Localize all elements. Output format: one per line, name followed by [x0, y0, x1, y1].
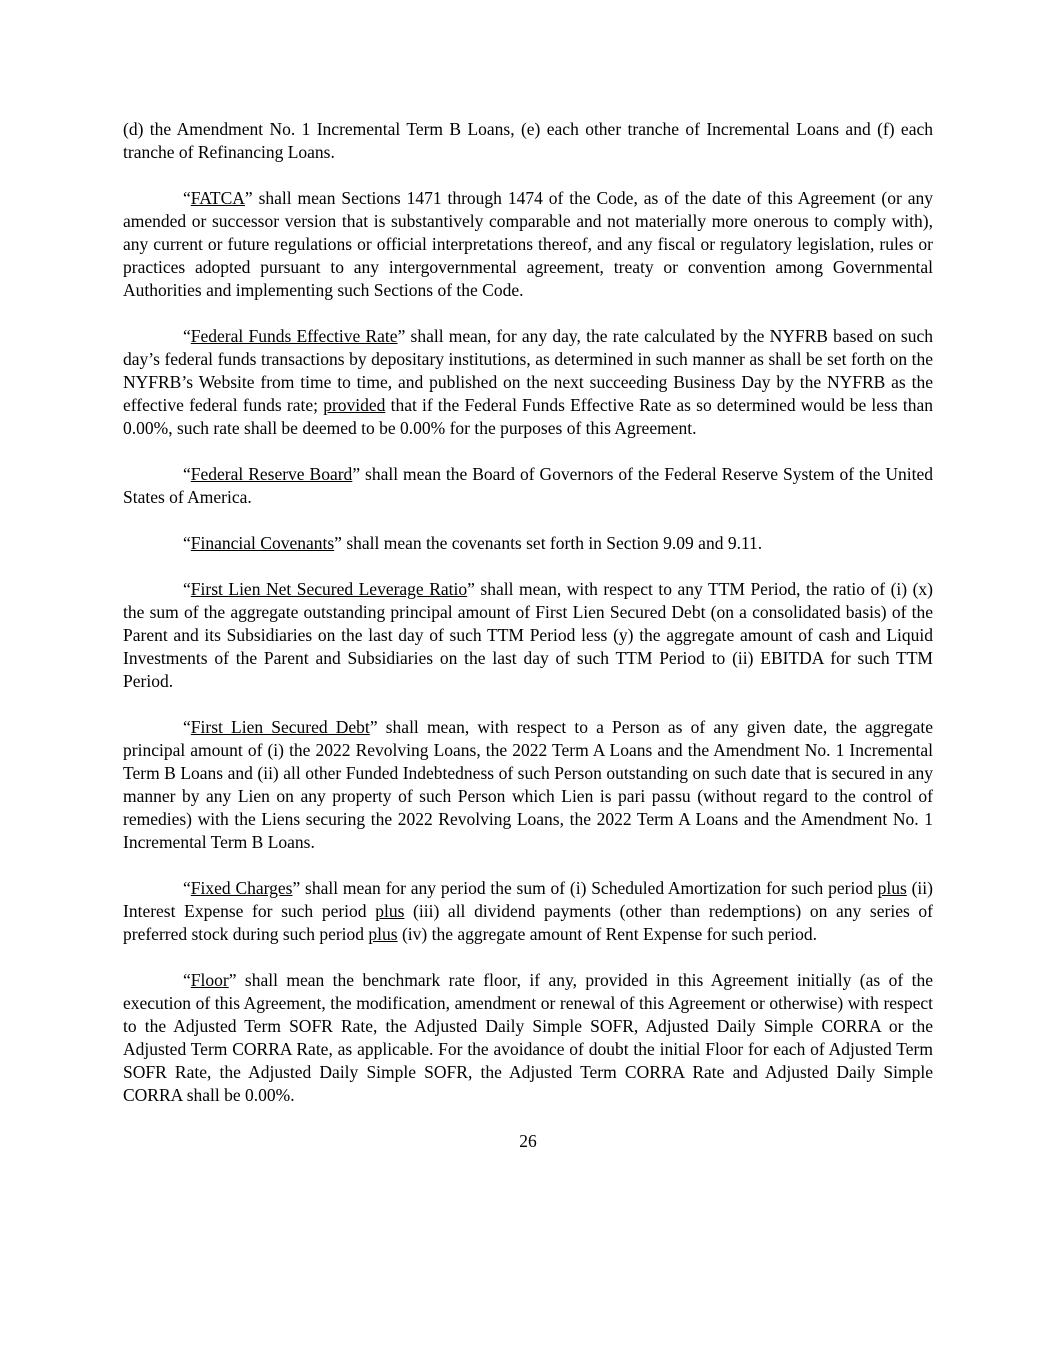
defined-term: Floor: [190, 970, 229, 990]
paragraph: [123, 877, 933, 946]
defined-term: Federal Funds Effective Rate: [190, 326, 398, 346]
text-segment: ” shall mean, for any day, the rate calculated by the NYFRB based on such day’s federal funds transactions by depositary institutions, as determined in such manner as shall be set forth on the NYFRB’s Website from time to time, and published on the next succeeding Business Day by the NYFRB as the effective federal funds rate;: [123, 326, 933, 415]
text-segment: ” shall mean Sections 1471 through 1474 of the Code, as of the date of this Agreement (or any amended or successor version that is substantively comparable and not materially more onerous to comply with), any current or future regulations or official interpretations thereof, and any fiscal or regulatory legislation, rules or practices adopted pursuant to any intergovernmental agreement, treaty or convention among Governmental Authorities and implementing such Sections of the Code.: [123, 188, 933, 300]
page-number: 26: [519, 1131, 537, 1151]
defined-term: Fixed Charges: [190, 878, 293, 898]
text-segment: “: [183, 717, 191, 737]
text-segment: (iii) all dividend payments (other than redemptions) on any series of preferred stock during such period: [123, 901, 934, 944]
text-segment: “: [183, 878, 191, 898]
defined-term: Federal Reserve Board: [190, 464, 353, 484]
text-segment: ” shall mean the covenants set forth in Section 9.09 and 9.11.: [334, 533, 763, 553]
paragraph: [123, 532, 933, 555]
paragraph: [123, 325, 933, 440]
text-segment: ” shall mean for any period the sum of (i) Scheduled Amortization for such period: [292, 878, 878, 898]
defined-term: provided: [323, 395, 386, 415]
paragraphs: [123, 118, 933, 1107]
text-segment: (iv) the aggregate amount of Rent Expense for such period.: [397, 924, 817, 944]
text-segment: ” shall mean, with respect to a Person as of any given date, the aggregate principal amount of (i) the 2022 Revolving Loans, the 2022 Term A Loans and the Amendment No. 1 Incremental Term B Loans and (ii) all other Funded Indebtedness of such Person outstanding on such date that is secured in any manner by any Lien on any property of such Person which Lien is pari passu (without regard to the control of remedies) with the Liens securing the 2022 Revolving Loans, the 2022 Term A Loans and the Amendment No. 1 Incremental Term B Loans.: [123, 717, 934, 852]
paragraph: [123, 969, 933, 1107]
defined-term: plus: [375, 901, 405, 921]
defined-term: First Lien Net Secured Leverage Ratio: [190, 579, 468, 599]
text-segment: (ii) Interest Expense for such period: [123, 878, 933, 921]
paragraph: [123, 463, 933, 509]
text-segment: “: [183, 970, 191, 990]
text-segment: “: [183, 579, 191, 599]
defined-term: Financial Covenants: [190, 533, 335, 553]
text-segment: “: [183, 326, 191, 346]
text-segment: ” shall mean the Board of Governors of the Federal Reserve System of the United States of America.: [123, 464, 933, 507]
paragraph: [123, 716, 933, 854]
defined-term: FATCA: [190, 188, 245, 208]
text-segment: ” shall mean the benchmark rate floor, if any, provided in this Agreement initially (as of the execution of this Agreement, the modification, amendment or renewal of this Agreement or otherwise) with respect to the Adjusted Term SOFR Rate, the Adjusted Daily Simple SOFR, Adjusted Daily Simple CORRA or the Adjusted Term CORRA Rate, as applicable. For the avoidance of doubt the initial Floor for each of Adjusted Term SOFR Rate, the Adjusted Daily Simple SOFR, the Adjusted Term CORRA Rate and Adjusted Daily Simple CORRA shall be 0.00%.: [123, 970, 933, 1105]
text-segment: “: [183, 188, 191, 208]
defined-term: plus: [368, 924, 398, 944]
text-segment: (d) the Amendment No. 1 Incremental Term B Loans, (e) each other tranche of Incremental Loans and (f) each tranche of Refinancing Loans.: [123, 119, 933, 162]
paragraph: [123, 578, 933, 693]
paragraph: [123, 118, 933, 164]
text-segment: ” shall mean, with respect to any TTM Period, the ratio of (i) (x) the sum of the aggregate outstanding principal amount of First Lien Secured Debt (on a consolidated basis) of the Parent and its Subsidiaries on the last day of such TTM Period less (y) the aggregate amount of cash and Liquid Investments of the Parent and Subsidiaries on the last day of such TTM Period to (ii) EBITDA for such TTM Period.: [123, 579, 933, 691]
text-segment: “: [183, 464, 191, 484]
text-segment: “: [183, 533, 191, 553]
text-segment: that if the Federal Funds Effective Rate as so determined would be less than 0.00%, such rate shall be deemed to be 0.00% for the purposes of this Agreement.: [123, 395, 933, 438]
paragraph: [123, 187, 933, 302]
defined-term: plus: [877, 878, 907, 898]
defined-term: First Lien Secured Debt: [190, 717, 370, 737]
